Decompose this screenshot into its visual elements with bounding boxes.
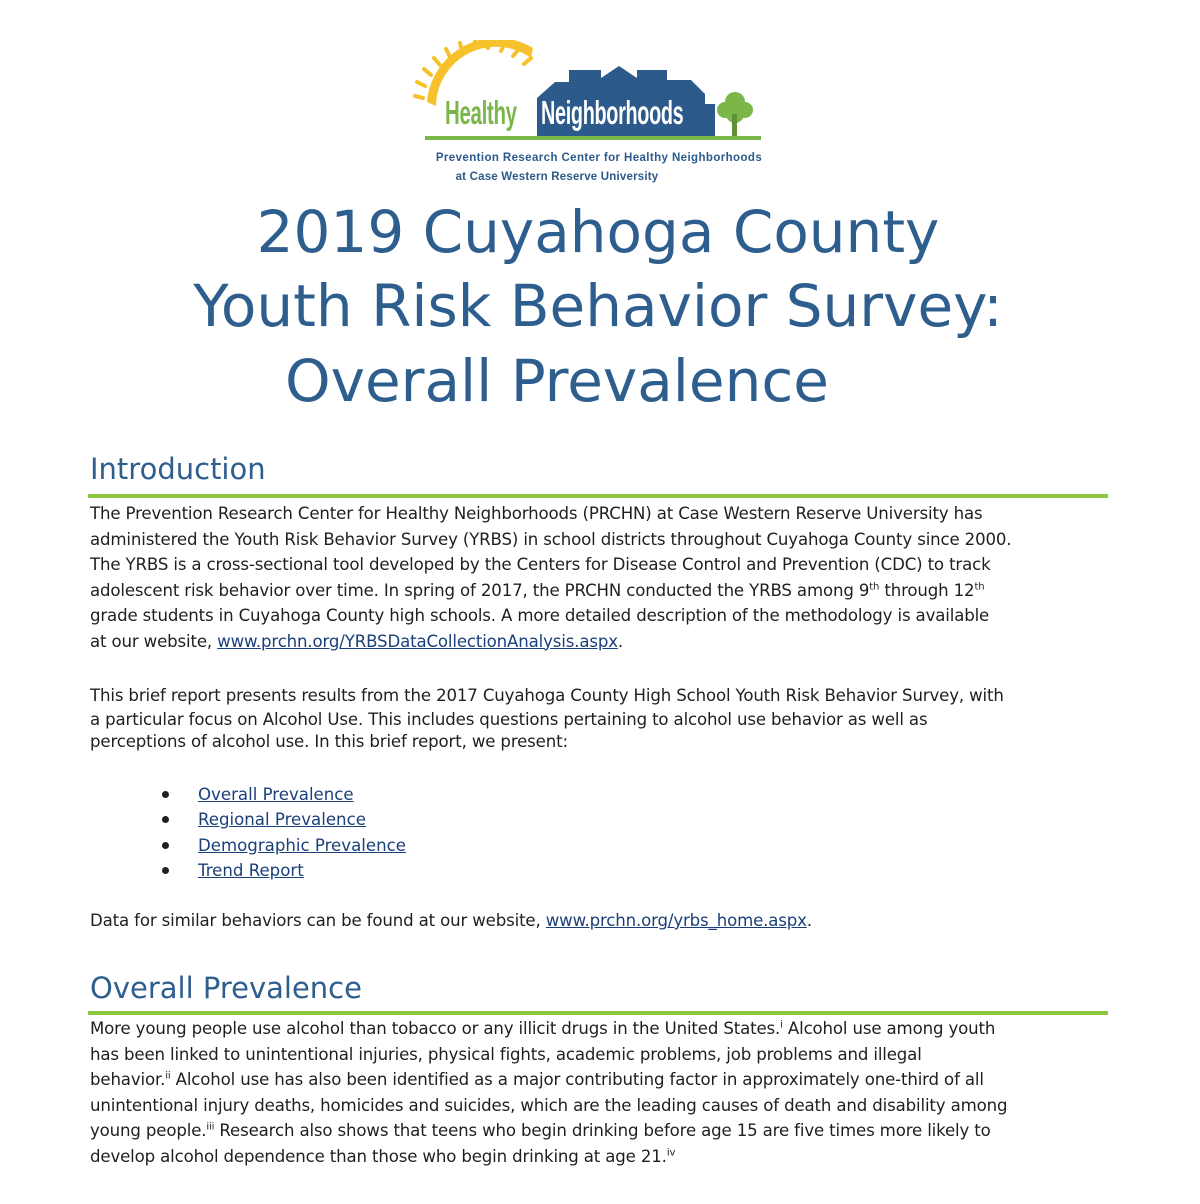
- tree-icon: [717, 92, 753, 136]
- text-line: [90, 1016, 1112, 1042]
- text-line: grade students in Cuyahoga County high schools. A more detailed description of the methodology is available: [90, 606, 990, 625]
- bullet-icon: [162, 842, 169, 849]
- overall-prevalence-paragraph: [90, 1016, 1112, 1169]
- superscript: th: [869, 580, 880, 592]
- footnote-ref: iv: [666, 1146, 676, 1158]
- text-segment: .: [806, 911, 812, 930]
- logo-tagline-university: at Case Western Reserve University: [455, 171, 659, 183]
- footnote-ref: i: [780, 1019, 783, 1031]
- text-line: has been linked to unintentional injuries, physical fights, academic problems, job problems and illegal: [90, 1044, 922, 1064]
- text-segment: young people.: [90, 1121, 207, 1140]
- text-line: The YRBS is a cross-sectional tool developed by the Centers for Disease Control and Prevention (CDC) to track: [90, 555, 991, 574]
- logo-tagline: Prevention Research Center for Healthy Neighborhoods: [435, 152, 763, 164]
- text-segment: Research also shows that teens who begin drinking before age 15 are five times more likely to: [214, 1121, 991, 1140]
- text-segment: Data for similar behaviors can be found at our website,: [90, 911, 546, 930]
- report-sections-list: [158, 782, 406, 883]
- text-line: [90, 1144, 1112, 1170]
- text-line: [90, 578, 1112, 604]
- text-line: perceptions of alcohol use. In this brief report, we present:: [90, 732, 568, 751]
- logo-word-healthy: Healthy: [445, 94, 517, 131]
- list-item: [158, 782, 406, 807]
- list-item: [158, 858, 406, 883]
- overall-prevalence-link[interactable]: Overall Prevalence: [198, 785, 354, 804]
- footnote-ref: iii: [206, 1121, 215, 1133]
- logo-underline: [425, 136, 761, 140]
- demographic-prevalence-link[interactable]: Demographic Prevalence: [198, 835, 406, 855]
- page-title-line-3: Overall Prevalence: [285, 347, 829, 415]
- introduction-paragraph-1: [90, 501, 1112, 654]
- yrbs-home-link[interactable]: www.prchn.org/yrbs_home.aspx: [545, 911, 807, 930]
- text-segment: at our website,: [90, 631, 218, 651]
- trend-report-link[interactable]: Trend Report: [198, 860, 304, 880]
- list-item: [158, 807, 406, 832]
- list-item: [158, 833, 406, 858]
- footnote-ref: ii: [165, 1070, 171, 1082]
- bullet-icon: [162, 791, 169, 798]
- text-line: a particular focus on Alcohol Use. This includes questions pertaining to alcohol use behavior as well as: [90, 709, 928, 729]
- page-title-line-1: 2019 Cuyahoga County: [256, 198, 940, 266]
- introduction-divider: [88, 494, 1108, 498]
- text-segment: Alcohol use among youth: [782, 1019, 996, 1038]
- bullet-icon: [162, 867, 169, 874]
- introduction-paragraph-3: [90, 908, 1112, 934]
- page-title-line-2: Youth Risk Behavior Survey:: [193, 272, 1003, 340]
- logo-word-neighborhoods: Neighborhoods: [541, 94, 684, 131]
- text-line: The Prevention Research Center for Healthy Neighborhoods (PRCHN) at Case Western Reserve University has: [90, 504, 983, 523]
- introduction-paragraph-2: [90, 683, 1112, 755]
- text-line: [90, 908, 1112, 934]
- text-segment: develop alcohol dependence than those who begin drinking at age 21.: [90, 1146, 667, 1166]
- text-line: unintentional injury deaths, homicides and suicides, which are the leading causes of death and disability among: [90, 1095, 1008, 1115]
- text-segment: .: [617, 631, 624, 651]
- text-segment: adolescent risk behavior over time. In spring of 2017, the PRCHN conducted the YRBS among 9: [90, 580, 870, 600]
- overall-prevalence-divider: [88, 1011, 1108, 1015]
- bullet-icon: [162, 816, 169, 823]
- healthy-neighborhoods-logo: [405, 40, 795, 190]
- overall-prevalence-heading: Overall Prevalence: [90, 971, 362, 1005]
- superscript: th: [974, 580, 985, 592]
- methodology-link[interactable]: www.prchn.org/YRBSDataCollectionAnalysis.aspx: [217, 631, 618, 651]
- text-line: [90, 1118, 1112, 1144]
- text-line: [90, 1067, 1112, 1093]
- text-segment: Alcohol use has also been identified as a major contributing factor in approximately one-third of all: [170, 1070, 984, 1089]
- text-segment: behavior.: [90, 1070, 166, 1089]
- text-segment: More young people use alcohol than tobacco or any illicit drugs in the United States.: [90, 1019, 781, 1038]
- regional-prevalence-link[interactable]: Regional Prevalence: [198, 810, 366, 830]
- text-segment: through 12: [879, 580, 975, 600]
- text-line: administered the Youth Risk Behavior Survey (YRBS) in school districts throughout Cuyahoga County since 2000.: [90, 529, 1012, 549]
- text-line: [90, 629, 1112, 655]
- introduction-heading: Introduction: [90, 452, 266, 486]
- text-line: This brief report presents results from the 2017 Cuyahoga County High School Youth Risk Behavior Survey, with: [90, 686, 1004, 705]
